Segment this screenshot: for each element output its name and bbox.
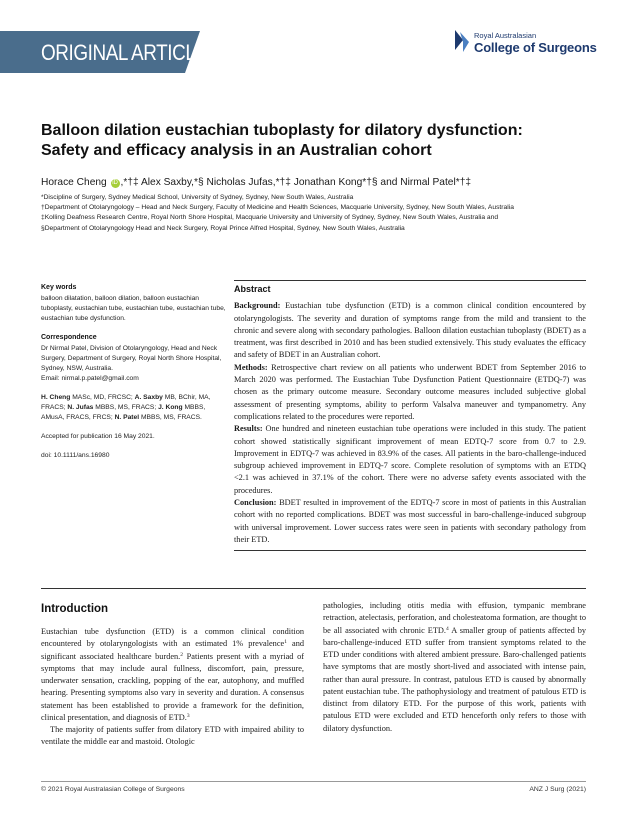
abstract-label: Background: — [234, 301, 281, 311]
article-type-label: ORIGINAL ARTICLE — [41, 40, 208, 65]
qual-name: N. Jufas — [67, 404, 94, 411]
doi-link[interactable]: doi: 10.1111/ans.16980 — [41, 452, 110, 459]
abstract-text: One hundred and nineteen eustachian tube operations were included in this study. The patient cohort showed statistically significant improvement of mean EDTQ-7 score from 0.7 to 2.9. Improvement in EDTQ-7 was achieved in 83.9% of the cases. All patients in the baro-challenge-induced subgroup achieved improvement in EDTQ-7 score. Complete resolution of symptoms with an ETDQ <2.1 was achieved in 37.1% of the cohort. There were no adverse safety events associated with the procedures. — [234, 424, 587, 495]
copyright-notice: © 2021 Royal Australasian College of Surgeons — [41, 786, 185, 793]
citation-ref[interactable]: 4 — [445, 625, 449, 632]
correspondence-block — [41, 333, 226, 384]
body-text: A smaller group of patients affected by baro-challenge-induced ETD suffer from transient symptoms related to the ETD under conditions with altered ambient pressure. Baro-challenged patients have symptoms that are mostly short-lived and associated with intense pain, rather than aural pressure. In contrast, patulous ETD is caused by abnormally patent eustachian tube. The pathophysiology and treatment of patulous ETD is distinct from dilatory ETD. For the purpose of this work, patients with patulous ETD were excluded and ETD henceforth only refers to those with dilatory dysfunction. — [323, 625, 586, 733]
qual-degrees: MB, BChir, MA, FRACS; — [41, 394, 211, 411]
correspondence-email[interactable]: Email: nirmal.p.patel@gmail.com — [41, 375, 139, 382]
affiliation: ‡Kolling Deafness Research Centre, Royal North Shore Hospital, Macquarie University and University of Sydney, Sydney, New South Wales, Australia and — [41, 214, 499, 222]
keywords-block — [41, 283, 226, 324]
author-conjunction: and — [380, 177, 398, 188]
affiliation: *Discipline of Surgery, Sydney Medical School, University of Sydney, Sydney, New South Wales, Australia — [41, 194, 354, 201]
body-paragraph — [323, 600, 586, 735]
abstract-heading: Abstract — [234, 284, 271, 294]
citation-ref[interactable]: 1 — [284, 639, 287, 646]
orcid-icon[interactable]: iD — [112, 180, 118, 186]
qual-name: J. Kong — [158, 404, 183, 411]
body-paragraph: The majority of patients suffer from dilatory ETD with impaired ability to ventilate the middle ear and mastoid. Otologic — [41, 725, 304, 747]
article-sidebar — [41, 283, 226, 470]
abstract-text: Retrospective chart review on all patients who underwent BDET from September 2016 to March 2020 was performed. The Eustachian Tube Dysfunction Patient Questionnaire (ETDQ-7) was chosen as the primary outcome measure. Secondary outcome measures included subjective global assessment of presenting symptoms, ability to perform Valsalva maneuver and tympanometry. Any complications related to the procedures were reported. — [234, 362, 586, 421]
citation-ref[interactable]: 3 — [186, 712, 190, 719]
abstract-text: Eustachian tube dysfunction (ETD) is a common clinical condition encountered by otolaryngologists. The severity and duration of symptoms range from the mild and transient to the chronic and severe along with secondary pathologies. Balloon dilation eustachian tuboplasty (BDET) as a treatment, was first described in 2010 and has been studied extensively. This study evaluates the efficacy and safety of BDET in an Australian cohort. — [234, 301, 586, 360]
body-text: Eustachian tube dysfunction (ETD) is a common clinical condition encountered by otolaryngologists with an estimated 1% prevalence — [41, 627, 304, 649]
qualifications-block — [41, 393, 226, 423]
section-divider — [41, 588, 586, 589]
qual-name: N. Patel — [114, 414, 140, 421]
logo-line1: Royal Australasian — [474, 31, 537, 40]
abstract-label: Results: — [234, 424, 263, 434]
abstract-methods — [234, 362, 586, 423]
qual-name: A. Saxby — [134, 394, 163, 401]
abstract-label: Methods: — [234, 362, 268, 372]
body-paragraph — [41, 626, 304, 724]
keywords-heading: Key words — [41, 284, 77, 291]
abstract-bottom-rule — [234, 550, 586, 551]
body-text: pathologies, including otitis media with effusion, tympanic membrane retraction, atelectasis, perforation, and cholesteatoma formation, are thought to be all associated with chronic ETD. — [323, 601, 586, 635]
logo-line2: College of Surgeons — [474, 40, 597, 55]
abstract-results — [234, 423, 586, 497]
affiliation: †Department of Otolaryngology – Head and Neck Surgery, Faculty of Medicine and Health Sciences, Macquarie University, Sydney, New South Wales, Australia — [41, 204, 514, 212]
racs-logo — [453, 28, 603, 62]
abstract-background — [234, 300, 586, 361]
accepted-date: Accepted for publication 16 May 2021. — [41, 433, 155, 440]
qual-degrees: MBBS, AMusA, FRACS, FRCS; — [41, 404, 206, 421]
qual-degrees: MBBS, MS, FRACS; — [93, 404, 159, 411]
keywords-text: balloon dilatation, balloon dilation, balloon eustachian tuboplasty, eustachian tube, eustachian tube, eustachian tube, eustachian tube dysfunction. — [41, 295, 226, 322]
affiliation: §Department of Otolaryngology Head and Neck Surgery, Royal Prince Alfred Hospital, Sydney, New South Wales, Australia — [41, 224, 405, 232]
correspondence-text: Dr Nirmal Patel, Division of Otolaryngology, Head and Neck Surgery, Department of Surgery, Royal North Shore Hospital, Sydney, NSW, Australia. — [41, 345, 222, 372]
abstract — [234, 283, 586, 551]
body-column-right — [323, 600, 586, 735]
introduction-heading: Introduction — [41, 603, 109, 615]
affiliations — [41, 193, 586, 234]
author-name: Jonathan Kong*†§ — [293, 177, 378, 188]
body-column-left — [41, 626, 304, 749]
abstract-conclusion — [234, 497, 586, 546]
author-name: Nirmal Patel*†‡ — [400, 177, 472, 188]
author-name: Nicholas Jufas,*†‡ — [206, 177, 291, 188]
article-type-banner — [0, 31, 208, 73]
body-text: Patients present with a myriad of symptoms that may include aural fullness, discomfort, pain, pressure, underwater sensation, crackling, popping of the ear, autophony, and muffled hearing. Presenting symptoms also vary in severity and duration. A consensus statement has been established to provide a framework for the definition, clinical presentation, and diagnosis of ETD. — [41, 651, 304, 722]
footer-divider — [41, 781, 586, 782]
abstract-top-rule — [234, 280, 586, 281]
author-name: Horace Cheng — [41, 177, 107, 188]
article-title: Balloon dilation eustachian tuboplasty for dilatory dysfunction: Safety and efficacy analysis in an Australian cohort — [41, 122, 523, 159]
body-text: and significant associated healthcare burden. — [41, 639, 304, 661]
citation-ref[interactable]: 2 — [180, 651, 184, 658]
racs-crest-icon — [453, 28, 471, 54]
qual-degrees: MBBS, MS, FRACS. — [139, 414, 202, 421]
abstract-label: Conclusion: — [234, 498, 277, 508]
journal-citation: ANZ J Surg (2021) — [529, 786, 586, 793]
author-name: Alex Saxby,*§ — [140, 177, 204, 188]
qual-name: H. Cheng — [41, 394, 71, 401]
author-list — [41, 177, 471, 188]
abstract-text: BDET resulted in improvement of the EDTQ-7 score in most of patients in this Australian cohort with no reported complications. BDET was most successful in baro-challenge-induced subgroup with universal improvement. Lower success rates were seen in patients with secondary pathology from their ETD. — [234, 498, 586, 544]
correspondence-heading: Correspondence — [41, 334, 97, 341]
qual-degrees: MASc, MD, FRCSC; — [70, 394, 135, 401]
author-affil-marks: ,*†‡ — [120, 177, 139, 188]
